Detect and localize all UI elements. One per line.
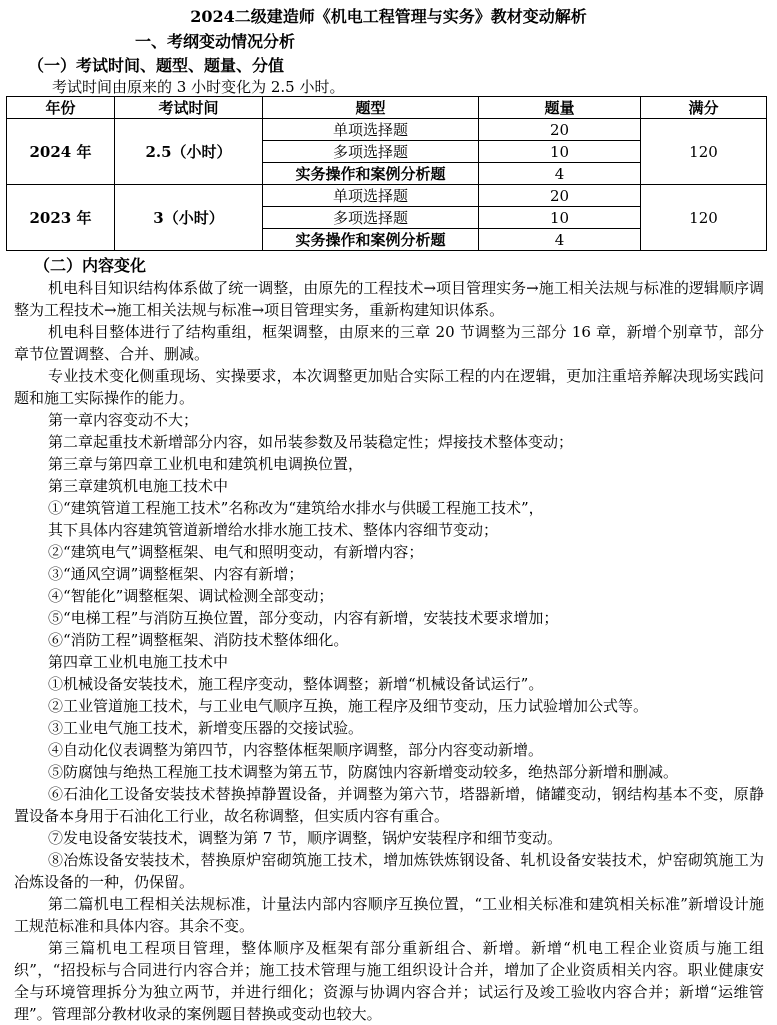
- body-paragraph: ②工业管道施工技术，与工业电气顺序互换，施工程序及细节变动，压力试验增加公式等。: [48, 697, 649, 715]
- table-row: [7, 185, 767, 207]
- body-paragraph: 其下具体内容建筑管道新增给水排水施工技术、整体内容细节变动；: [48, 521, 499, 539]
- paragraph-list: [14, 277, 764, 1025]
- body-paragraph: ⑤防腐蚀与绝热工程施工技术调整为第五节，防腐蚀内容新增变动较多，绝热部分新增和删减。: [48, 763, 679, 781]
- body-paragraph: 机电科目整体进行了结构重组，框架调整，由原来的三章 20 节调整为三部分 16 章，新增个别章节，部分章节位置调整、合并、删减。: [14, 323, 764, 363]
- body-paragraph: ⑧冶炼设备安装技术，替换原炉窑砌筑施工技术，增加炼铁炼钢设备、轧机设备安装技术，炉窑砌筑施工为冶炼设备的一种，仍保留。: [14, 851, 764, 891]
- exam-time-cell: 2.5（小时）: [115, 119, 263, 185]
- question-type-cell: 单项选择题: [263, 185, 479, 207]
- question-count-cell: 10: [479, 207, 641, 229]
- exam-time-note: 考试时间由原来的 3 小时变化为 2.5 小时。: [52, 78, 345, 96]
- body-paragraph: ①“建筑管道工程施工技术”名称改为“建筑给水排水与供暖工程施工技术”，: [48, 499, 544, 517]
- question-type-cell: 单项选择题: [263, 119, 479, 141]
- header-question-count: 题量: [479, 97, 641, 119]
- subheading-content-changes: （二）内容变化: [34, 256, 147, 275]
- body-paragraph: 第一章内容变动不大；: [48, 411, 199, 429]
- body-paragraph: ④自动化仪表调整为第四节，内容整体框架顺序调整，部分内容变动新增。: [48, 741, 544, 759]
- body-paragraph: ①机械设备安装技术，施工程序变动，整体调整；新增“机械设备试运行”。: [48, 675, 544, 693]
- body-paragraph: 第三章建筑机电施工技术中: [48, 477, 229, 495]
- question-type-cell: 多项选择题: [263, 141, 479, 163]
- table-row: [7, 119, 767, 141]
- body-paragraph: ②“建筑电气”调整框架、电气和照明变动，有新增内容；: [48, 543, 424, 561]
- body-paragraph: ⑥“消防工程”调整框架、消防技术整体细化。: [48, 631, 349, 649]
- question-type-cell: 实务操作和案例分析题: [263, 163, 479, 185]
- content-changes-section: [14, 255, 764, 1025]
- document-title: 2024二级建造师《机电工程管理与实务》教材变动解析: [190, 7, 587, 26]
- body-paragraph: 第三章与第四章工业机电和建筑机电调换位置，: [48, 455, 364, 473]
- table-header-row: [7, 97, 767, 119]
- section-heading-outline-changes: 一、考纲变动情况分析: [135, 32, 296, 51]
- header-full-score: 满分: [641, 97, 767, 119]
- question-count-cell: 4: [479, 229, 641, 251]
- body-paragraph: ⑤“电梯工程”与消防互换位置，部分变动，内容有新增，安装技术要求增加；: [48, 609, 559, 627]
- body-paragraph: ⑦发电设备安装技术，调整为第 7 节，顺序调整，锅炉安装程序和细节变动。: [48, 829, 563, 847]
- question-count-cell: 10: [479, 141, 641, 163]
- exam-format-table: [6, 96, 767, 251]
- header-exam-time: 考试时间: [115, 97, 263, 119]
- body-paragraph: 第二篇机电工程相关法规标准，计量法内部内容顺序互换位置，“工业相关标准和建筑相关标准”新增设计施工规范标准和具体内容。其余不变。: [14, 895, 764, 935]
- body-paragraph: 机电科目知识结构体系做了统一调整，由原先的工程技术→项目管理实务→施工相关法规与标准的逻辑顺序调整为工程技术→施工相关法规与标准→项目管理实务，重新构建知识体系。: [14, 279, 764, 319]
- body-paragraph: 第三篇机电工程项目管理，整体顺序及框架有部分重新组合、新增。新增“机电工程企业资质与施工组织”，“招投标与合同进行内容合并；施工技术管理与施工组织设计合并，增加了企业资质相关内容。职业健康安全与环境管理拆分为独立两节，并进行细化；资源与协调内容合并；试运行及竣工验收内容合并；新增“运维管理”。管理部分教材收录的案例题目替换或变动也较大。: [14, 939, 764, 1023]
- body-paragraph: 第二章起重技术新增部分内容，如吊装参数及吊装稳定性；焊接技术整体变动；: [48, 433, 574, 451]
- question-type-cell: 实务操作和案例分析题: [263, 229, 479, 251]
- question-count-cell: 20: [479, 119, 641, 141]
- header-year: 年份: [7, 97, 115, 119]
- exam-time-cell: 3（小时）: [115, 185, 263, 251]
- question-count-cell: 4: [479, 163, 641, 185]
- body-paragraph: ④“智能化”调整框架、调试检测全部变动；: [48, 587, 334, 605]
- body-paragraph: 专业技术变化侧重现场、实操要求，本次调整更加贴合实际工程的内在逻辑，更加注重培养解决现场实践问题和施工实际操作的能力。: [14, 367, 764, 407]
- full-score-cell: 120: [641, 119, 767, 185]
- question-count-cell: 20: [479, 185, 641, 207]
- body-paragraph: ③“通风空调”调整框架、内容有新增；: [48, 565, 304, 583]
- subheading-exam-format: （一）考试时间、题型、题量、分值: [28, 56, 285, 75]
- body-paragraph: ③工业电气施工技术，新增变压器的交接试验。: [48, 719, 364, 737]
- header-question-type: 题型: [263, 97, 479, 119]
- year-cell: 2024 年: [7, 119, 115, 185]
- body-paragraph: 第四章工业机电施工技术中: [48, 653, 229, 671]
- full-score-cell: 120: [641, 185, 767, 251]
- question-type-cell: 多项选择题: [263, 207, 479, 229]
- body-paragraph: ⑥石油化工设备安装技术替换掉静置设备，并调整为第六节，塔器新增，储罐变动，钢结构基本不变，原静置设备本身用于石油化工行业，故名称调整，但实质内容有重合。: [14, 785, 764, 825]
- year-cell: 2023 年: [7, 185, 115, 251]
